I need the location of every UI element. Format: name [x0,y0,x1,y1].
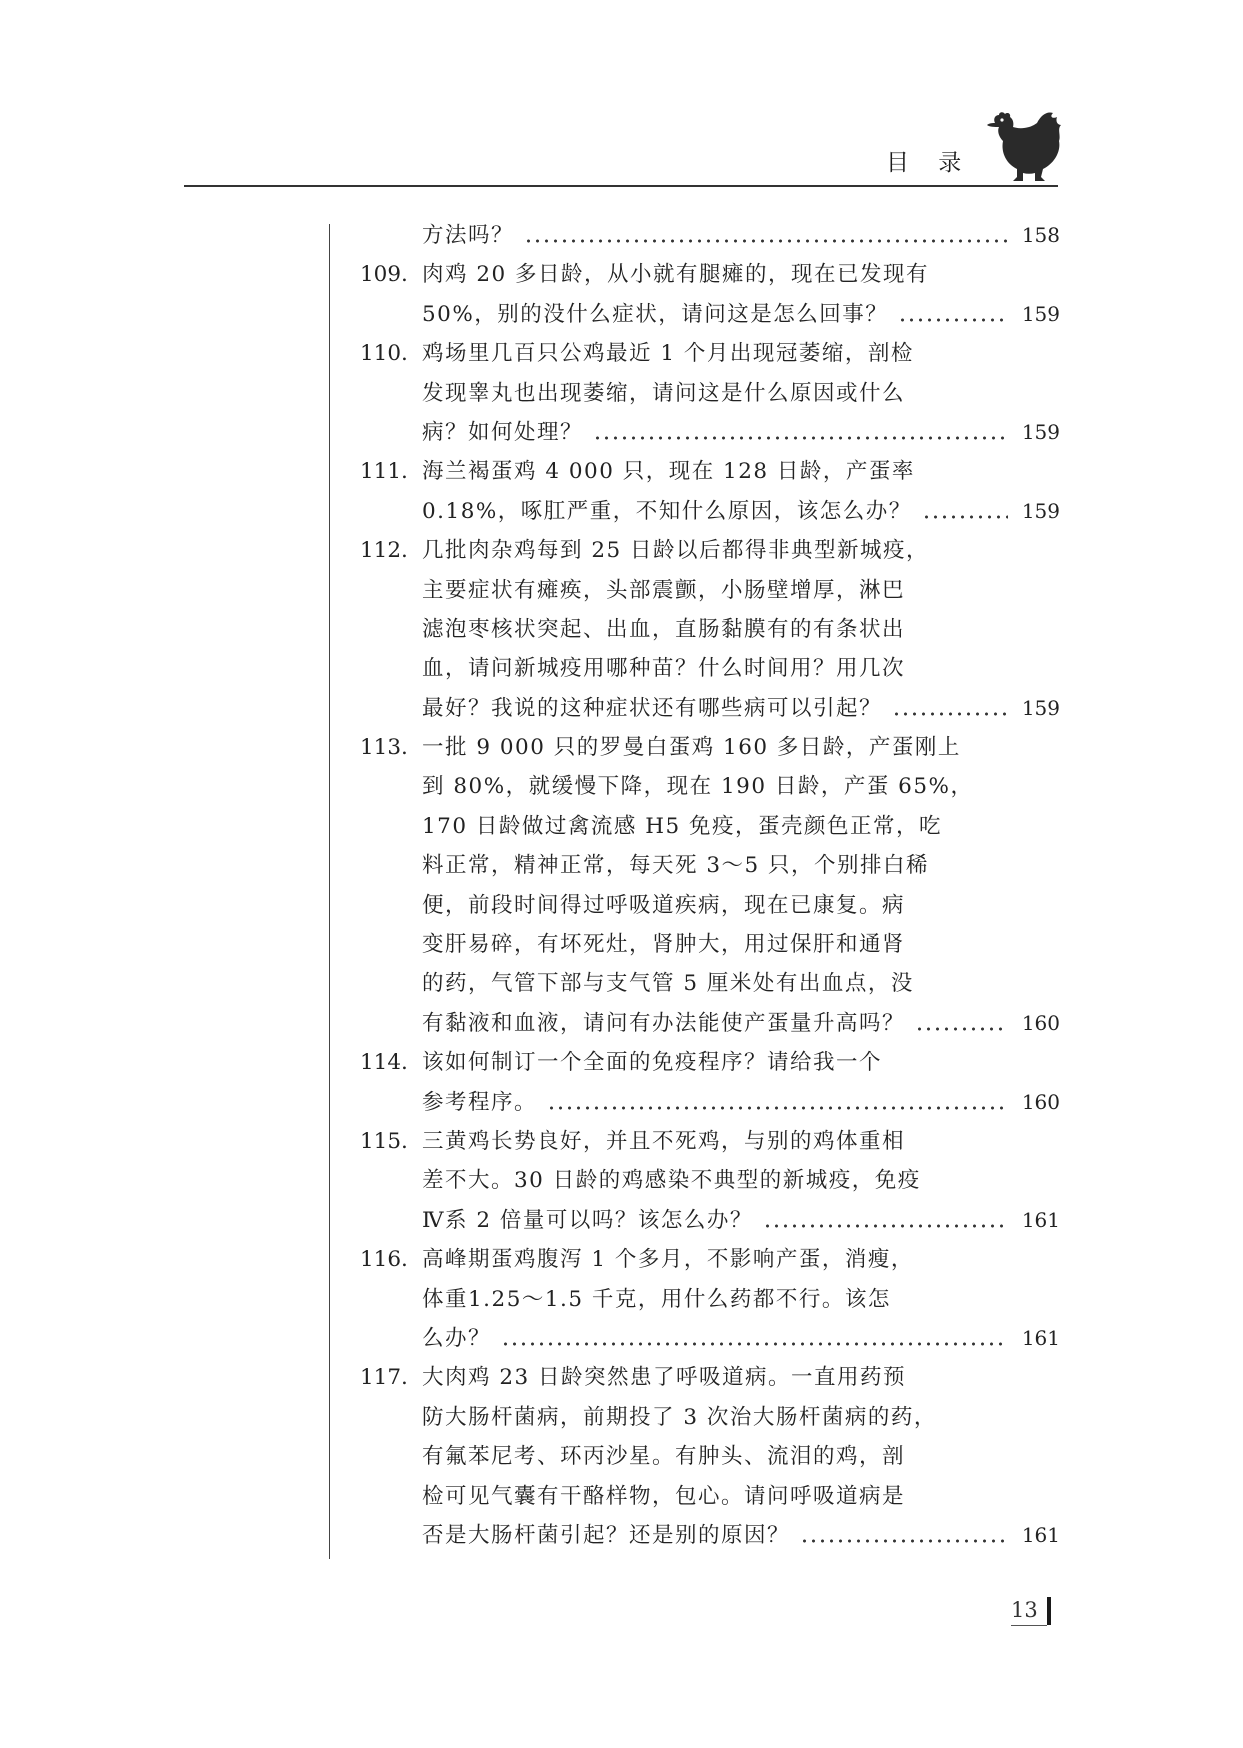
toc-entry-line [360,531,1060,570]
toc-page-number: 161 [1021,1325,1060,1350]
toc-entry-line [360,1240,1060,1279]
toc-entry-line [360,964,1060,1003]
toc-entry-text: 50%，别的没什么症状，请问这是怎么回事？ [422,301,889,327]
toc-page-number: 158 [1021,223,1060,247]
toc-entry-text: 高峰期蛋鸡腹泻 1 个多月，不影响产蛋，消瘦， [422,1247,914,1273]
margin-rule [329,224,330,1559]
page-number-bar [1047,1597,1051,1625]
toc-entry-line [360,1398,1060,1437]
toc-entry-text: 几批肉杂鸡每到 25 日龄以后都得非典型新城疫， [422,538,930,564]
toc-entry-text: 检可见气囊有干酪样物，包心。请问呼吸道病是 [422,1483,906,1509]
toc-entry-line [360,1201,1060,1240]
toc-entry-number: 114. [360,1050,408,1076]
toc-entry-line [360,1280,1060,1319]
toc-entry-line [360,452,1060,491]
toc-entry-line [360,925,1060,964]
dot-leader [800,1516,1008,1555]
toc-entry-text: 大肉鸡 23 日龄突然患了呼吸道病。一直用药预 [422,1365,907,1391]
toc-entry-line [360,334,1060,373]
toc-entry-number: 113. [360,735,408,761]
dot-leader [524,216,1008,255]
toc-page-number: 161 [1021,1522,1060,1547]
toc-entry-text: 有黏液和血液，请问有办法能使产蛋量升高吗？ [422,1010,906,1036]
toc-entry-text: 170 日龄做过禽流感 H5 免疫，蛋壳颜色正常，吃 [422,813,942,839]
toc-page-number: 159 [1021,695,1060,720]
toc-page-number: 159 [1021,301,1060,326]
toc-entry-line [360,492,1060,531]
toc-entry-line [360,1477,1060,1516]
toc-entry [360,334,1060,452]
toc-entry-line [360,1122,1060,1161]
toc-entry-text: 病？如何处理？ [422,419,584,445]
table-of-contents [360,216,1060,1555]
toc-entry-line [360,807,1060,846]
toc-entry-number: 116. [360,1247,408,1273]
toc-entry-line [360,1516,1060,1555]
toc-entry-text: 到 80%，就缓慢下降，现在 190 日龄，产蛋 65%， [422,774,974,800]
toc-entry-text: 体重1.25～1.5 千克，用什么药都不行。该怎 [422,1286,891,1312]
toc-entry [360,728,1060,1043]
section-title: 目 录 [886,150,962,176]
toc-entry [360,531,1060,728]
toc-entry-line [360,255,1060,294]
page-number: 13 [1011,1598,1038,1622]
toc-page-number: 161 [1021,1207,1060,1232]
hen-icon [985,107,1065,183]
toc-entry-line [360,767,1060,806]
toc-entry-text: 的药，气管下部与支气管 5 厘米处有出血点，没 [422,971,914,997]
toc-entry-line [360,1358,1060,1397]
toc-page-number: 159 [1021,419,1060,444]
toc-page-number: 160 [1021,1010,1060,1035]
toc-entry-line [360,728,1060,767]
dot-leader [547,1083,1008,1122]
toc-entry-text: 三黄鸡长势良好，并且不死鸡，与别的鸡体重相 [422,1128,906,1154]
toc-entry-line [360,216,1060,255]
toc-entry-line [360,846,1060,885]
toc-entry-text: 参考程序。 [422,1089,538,1115]
toc-entry-line [360,1161,1060,1200]
toc-entry-text: Ⅳ系 2 倍量可以吗？该怎么办？ [422,1207,753,1233]
toc-entry-text: 便，前段时间得过呼吸道疾病，现在已康复。病 [422,892,906,918]
toc-entry [360,255,1060,334]
toc-entry-line [360,1319,1060,1358]
toc-entry-line [360,1437,1060,1476]
toc-entry-line [360,374,1060,413]
toc-entry-text: 0.18%，啄肛严重，不知什么原因，该怎么办？ [422,498,912,524]
toc-entry-line [360,1043,1060,1082]
dot-leader [892,689,1008,728]
toc-entry-text: 有氟苯尼考、环丙沙星。有肿头、流泪的鸡，剖 [422,1444,906,1470]
toc-entry [360,216,1060,255]
toc-entry-text: 鸡场里几百只公鸡最近 1 个月出现冠萎缩，剖检 [422,341,914,367]
toc-entry [360,1240,1060,1358]
toc-entry-line [360,610,1060,649]
toc-entry-line [360,413,1060,452]
toc-entry-text: 最好？我说的这种症状还有哪些病可以引起？ [422,695,883,721]
toc-entry-text: 否是大肠杆菌引起？还是别的原因？ [422,1522,791,1548]
toc-page-number: 159 [1021,498,1060,523]
dot-leader [763,1201,1008,1240]
toc-entry-text: 变肝易碎，有坏死灶，肾肿大，用过保肝和通肾 [422,932,906,958]
toc-entry-text: 防大肠杆菌病，前期投了 3 次治大肠杆菌病的药， [422,1404,937,1430]
toc-entry-text: 血，请问新城疫用哪种苗？什么时间用？用几次 [422,656,906,682]
toc-entry [360,1043,1060,1122]
toc-entry-text: 差不大。30 日龄的鸡感染不典型的新城疫，免疫 [422,1168,921,1194]
toc-entry-number: 115. [360,1128,408,1154]
toc-entry [360,1122,1060,1240]
toc-entry-text: 肉鸡 20 多日龄，从小就有腿瘫的，现在已发现有 [422,262,930,288]
toc-entry-number: 117. [360,1365,408,1391]
toc-entry-number: 111. [360,459,408,485]
toc-entry [360,1358,1060,1555]
toc-entry-number: 109. [360,262,408,288]
toc-entry-line [360,1004,1060,1043]
toc-entry-text: 发现睾丸也出现萎缩，请问这是什么原因或什么 [422,380,906,406]
toc-page-number: 160 [1021,1089,1060,1114]
toc-entry-text: 一批 9 000 只的罗曼白蛋鸡 160 多日龄，产蛋刚上 [422,735,961,761]
toc-entry-line [360,886,1060,925]
toc-entry [360,452,1060,531]
toc-entry-number: 110. [360,341,408,367]
toc-entry-text: 料正常，精神正常，每天死 3～5 只，个别排白稀 [422,853,930,879]
header-rule [184,185,1058,187]
toc-entry-text: 该如何制订一个全面的免疫程序？请给我一个 [422,1050,883,1076]
toc-entry-number: 112. [360,538,408,564]
dot-leader [922,492,1008,531]
toc-entry-line [360,649,1060,688]
toc-entry-line [360,689,1060,728]
dot-leader [915,1004,1008,1043]
toc-entry-line [360,1083,1060,1122]
dot-leader [501,1319,1008,1358]
dot-leader [593,413,1008,452]
toc-entry-text: 方法吗？ [422,223,515,248]
toc-entry-text: 么办？ [422,1325,492,1351]
page-number-underline [1011,1625,1047,1626]
dot-leader [898,295,1008,334]
toc-entry-line [360,571,1060,610]
toc-entry-text: 海兰褐蛋鸡 4 000 只，现在 128 日龄，产蛋率 [422,459,915,485]
toc-entry-text: 滤泡枣核状突起、出血，直肠黏膜有的有条状出 [422,616,906,642]
toc-entry-text: 主要症状有瘫痪，头部震颤，小肠壁增厚，淋巴 [422,577,906,603]
toc-entry-line [360,295,1060,334]
